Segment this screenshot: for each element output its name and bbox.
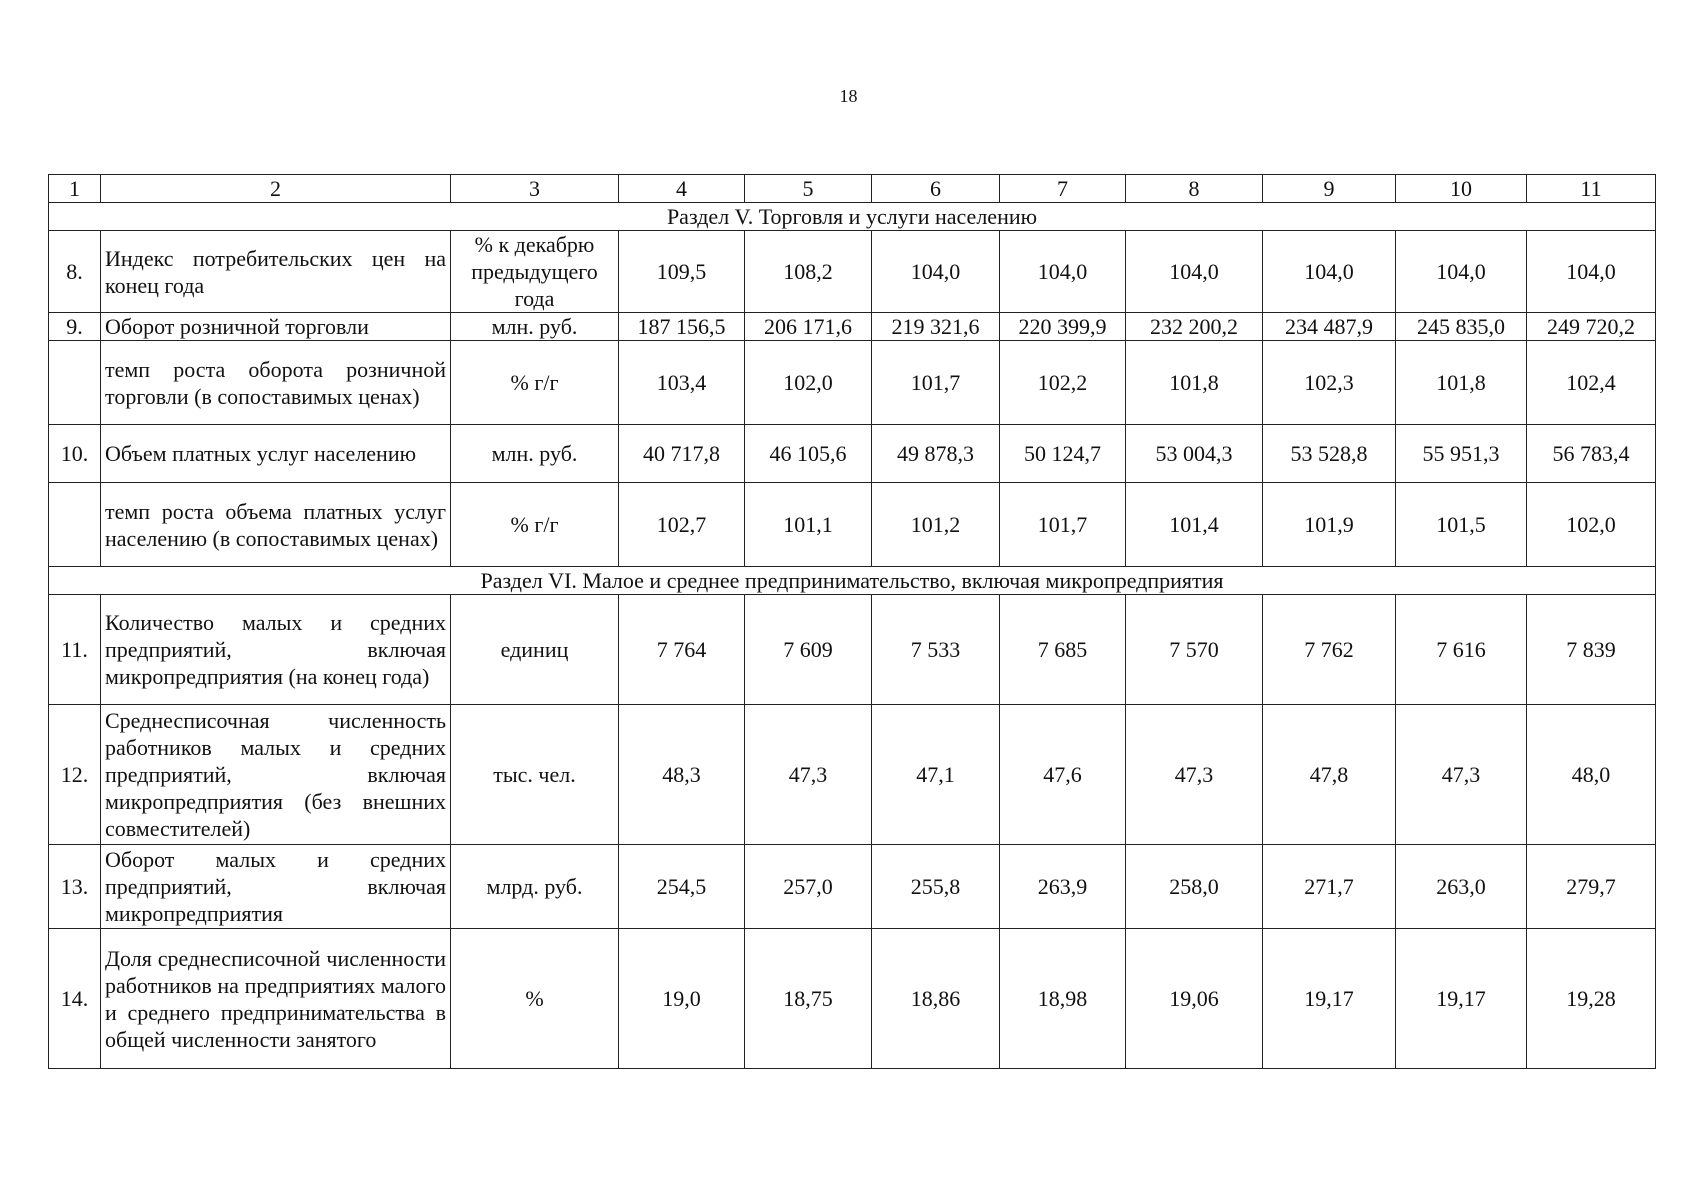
table-row	[49, 595, 1656, 705]
unit: млн. руб.	[451, 425, 619, 483]
value-cell: 101,8	[1126, 341, 1263, 425]
value-cell: 101,7	[1000, 483, 1126, 567]
value-cell: 234 487,9	[1263, 313, 1396, 341]
value-cell: 47,1	[872, 705, 1000, 845]
table-row	[49, 705, 1656, 845]
value-cell: 40 717,8	[619, 425, 745, 483]
value-cell: 56 783,4	[1527, 425, 1656, 483]
section-header-row	[49, 567, 1656, 595]
value-cell: 206 171,6	[745, 313, 872, 341]
row-index: 13.	[49, 845, 101, 929]
value-cell: 46 105,6	[745, 425, 872, 483]
value-cell: 103,4	[619, 341, 745, 425]
section-title: Раздел V. Торговля и услуги населению	[49, 203, 1656, 231]
table-row	[49, 929, 1656, 1069]
value-cell: 19,06	[1126, 929, 1263, 1069]
value-cell: 271,7	[1263, 845, 1396, 929]
value-cell: 254,5	[619, 845, 745, 929]
value-cell: 104,0	[872, 231, 1000, 313]
unit: тыс. чел.	[451, 705, 619, 845]
value-cell: 104,0	[1126, 231, 1263, 313]
value-cell: 18,98	[1000, 929, 1126, 1069]
row-index: 11.	[49, 595, 101, 705]
value-cell: 47,6	[1000, 705, 1126, 845]
column-number: 11	[1527, 175, 1656, 203]
value-cell: 108,2	[745, 231, 872, 313]
column-number: 4	[619, 175, 745, 203]
indicator-name: темп роста оборота розничной торговли (в сопоставимых ценах)	[101, 341, 451, 425]
row-index: 12.	[49, 705, 101, 845]
column-number: 3	[451, 175, 619, 203]
value-cell: 258,0	[1126, 845, 1263, 929]
value-cell: 47,3	[1126, 705, 1263, 845]
row-index: 8.	[49, 231, 101, 313]
value-cell: 102,0	[745, 341, 872, 425]
table-row	[49, 845, 1656, 929]
table-row	[49, 313, 1656, 341]
unit: % г/г	[451, 483, 619, 567]
value-cell: 102,3	[1263, 341, 1396, 425]
column-number: 1	[49, 175, 101, 203]
table-row	[49, 483, 1656, 567]
value-cell: 7 839	[1527, 595, 1656, 705]
value-cell: 50 124,7	[1000, 425, 1126, 483]
indicator-name: Доля среднесписочной численности работников на предприятиях малого и среднего предпринимательства в общей численности занятого	[101, 929, 451, 1069]
value-cell: 102,2	[1000, 341, 1126, 425]
value-cell: 19,17	[1263, 929, 1396, 1069]
value-cell: 7 764	[619, 595, 745, 705]
value-cell: 53 528,8	[1263, 425, 1396, 483]
value-cell: 220 399,9	[1000, 313, 1126, 341]
value-cell: 7 762	[1263, 595, 1396, 705]
value-cell: 53 004,3	[1126, 425, 1263, 483]
indicator-name: темп роста объема платных услуг населению (в сопоставимых ценах)	[101, 483, 451, 567]
value-cell: 102,4	[1527, 341, 1656, 425]
row-index: 9.	[49, 313, 101, 341]
column-number: 5	[745, 175, 872, 203]
row-index	[49, 483, 101, 567]
value-cell: 109,5	[619, 231, 745, 313]
value-cell: 18,75	[745, 929, 872, 1069]
value-cell: 7 685	[1000, 595, 1126, 705]
value-cell: 102,7	[619, 483, 745, 567]
column-number: 7	[1000, 175, 1126, 203]
unit: %	[451, 929, 619, 1069]
value-cell: 18,86	[872, 929, 1000, 1069]
indicator-name: Оборот розничной торговли	[101, 313, 451, 341]
indicators-table	[48, 174, 1656, 1069]
value-cell: 219 321,6	[872, 313, 1000, 341]
unit: % г/г	[451, 341, 619, 425]
value-cell: 7 533	[872, 595, 1000, 705]
value-cell: 257,0	[745, 845, 872, 929]
column-number: 9	[1263, 175, 1396, 203]
column-number: 10	[1396, 175, 1527, 203]
value-cell: 101,5	[1396, 483, 1527, 567]
value-cell: 279,7	[1527, 845, 1656, 929]
value-cell: 263,0	[1396, 845, 1527, 929]
value-cell: 48,3	[619, 705, 745, 845]
value-cell: 101,7	[872, 341, 1000, 425]
table-row	[49, 341, 1656, 425]
value-cell: 7 570	[1126, 595, 1263, 705]
value-cell: 104,0	[1396, 231, 1527, 313]
column-number: 8	[1126, 175, 1263, 203]
column-number-row	[49, 175, 1656, 203]
value-cell: 263,9	[1000, 845, 1126, 929]
value-cell: 47,3	[745, 705, 872, 845]
value-cell: 104,0	[1527, 231, 1656, 313]
value-cell: 7 609	[745, 595, 872, 705]
column-number: 2	[101, 175, 451, 203]
value-cell: 48,0	[1527, 705, 1656, 845]
row-index: 10.	[49, 425, 101, 483]
indicator-name: Индекс потребительских цен на конец года	[101, 231, 451, 313]
value-cell: 187 156,5	[619, 313, 745, 341]
value-cell: 245 835,0	[1396, 313, 1527, 341]
value-cell: 47,3	[1396, 705, 1527, 845]
value-cell: 101,4	[1126, 483, 1263, 567]
value-cell: 104,0	[1263, 231, 1396, 313]
column-number: 6	[872, 175, 1000, 203]
row-index	[49, 341, 101, 425]
table-row	[49, 231, 1656, 313]
value-cell: 101,1	[745, 483, 872, 567]
page-number: 18	[839, 86, 858, 106]
indicator-name: Количество малых и средних предприятий, включая микропредприятия (на конец года)	[101, 595, 451, 705]
unit: млрд. руб.	[451, 845, 619, 929]
unit: единиц	[451, 595, 619, 705]
value-cell: 101,8	[1396, 341, 1527, 425]
value-cell: 255,8	[872, 845, 1000, 929]
value-cell: 102,0	[1527, 483, 1656, 567]
row-index: 14.	[49, 929, 101, 1069]
value-cell: 104,0	[1000, 231, 1126, 313]
value-cell: 101,2	[872, 483, 1000, 567]
table-row	[49, 425, 1656, 483]
indicator-name: Среднесписочная численность работников малых и средних предприятий, включая микропредприятия (без внешних совместителей)	[101, 705, 451, 845]
indicator-name: Оборот малых и средних предприятий, включая микропредприятия	[101, 845, 451, 929]
unit: % к декабрю предыдущего года	[451, 231, 619, 313]
value-cell: 19,28	[1527, 929, 1656, 1069]
value-cell: 7 616	[1396, 595, 1527, 705]
value-cell: 49 878,3	[872, 425, 1000, 483]
value-cell: 19,17	[1396, 929, 1527, 1069]
value-cell: 101,9	[1263, 483, 1396, 567]
unit: млн. руб.	[451, 313, 619, 341]
value-cell: 47,8	[1263, 705, 1396, 845]
section-header-row	[49, 203, 1656, 231]
value-cell: 232 200,2	[1126, 313, 1263, 341]
value-cell: 249 720,2	[1527, 313, 1656, 341]
value-cell: 55 951,3	[1396, 425, 1527, 483]
section-title: Раздел VI. Малое и среднее предпринимательство, включая микропредприятия	[49, 567, 1656, 595]
value-cell: 19,0	[619, 929, 745, 1069]
indicator-name: Объем платных услуг населению	[101, 425, 451, 483]
